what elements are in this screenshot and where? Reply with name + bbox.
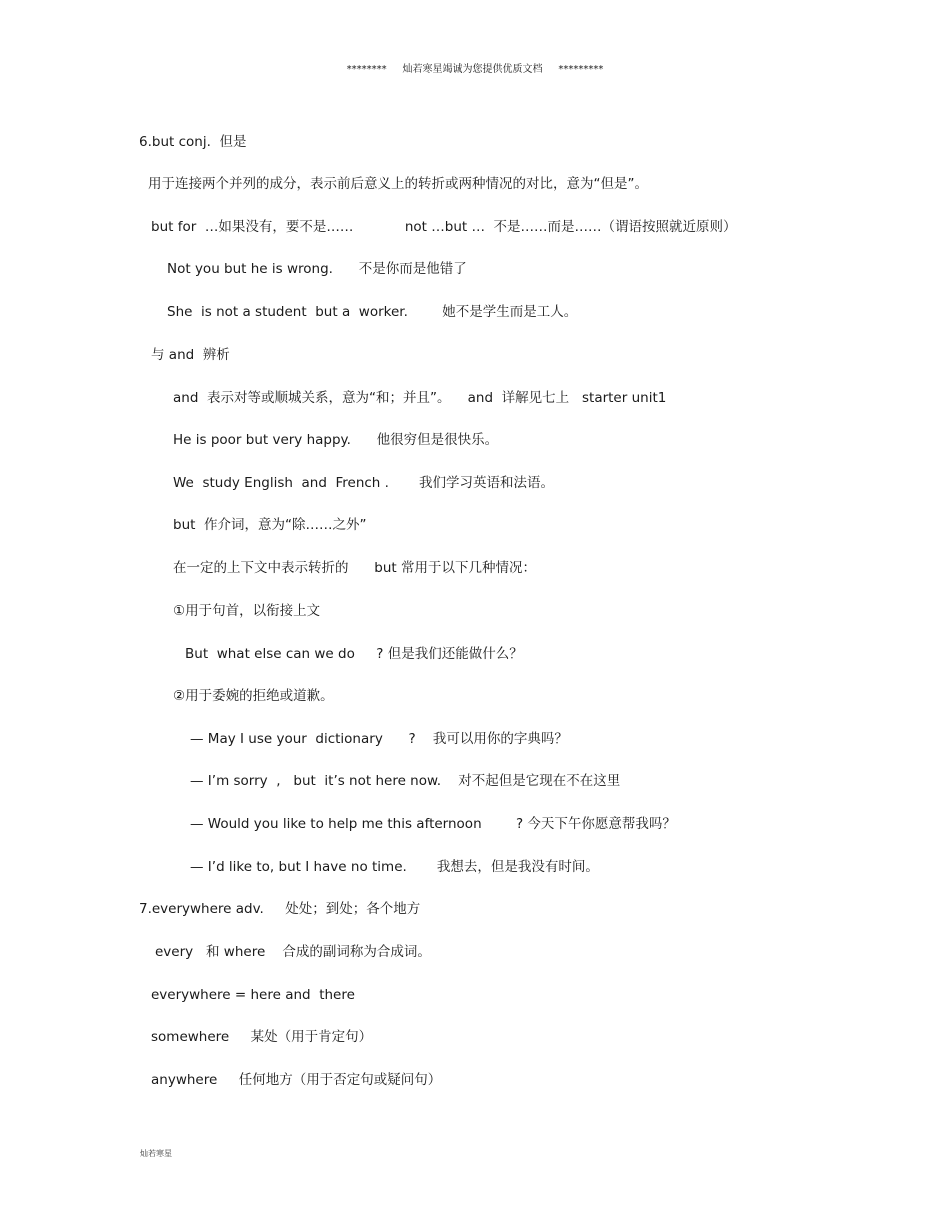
page-header: ******** 灿若寒星竭诚为您提供优质文档 ********* [346, 64, 604, 75]
section-heading-but: 6.but conj. 但是 [139, 134, 247, 150]
text-line: anywhere 任何地方（用于否定句或疑问句） [151, 1072, 442, 1088]
text-line: every 和 where 合成的副词称为合成词。 [155, 944, 431, 960]
example-sentence: He is poor but very happy. 他很穷但是很快乐。 [173, 432, 499, 448]
text-line: everywhere = here and there [151, 987, 355, 1003]
dialogue-line: — I’d like to, but I have no time. 我想去，但是我没有时间。 [190, 859, 599, 875]
example-sentence: We study English and French . 我们学习英语和法语。 [173, 475, 554, 491]
subheading: 与 and 辨析 [151, 347, 230, 363]
text-line: 在一定的上下文中表示转折的 but 常用于以下几种情况： [173, 560, 536, 576]
dialogue-line: — I’m sorry , but it’s not here now. 对不起但是它现在不在这里 [190, 773, 621, 789]
text-line: but 作介词，意为“除……之外” [173, 517, 367, 533]
page-footer: 灿若寒星 [140, 1149, 172, 1158]
text-line: 用于连接两个并列的成分，表示前后意义上的转折或两种情况的对比，意为“但是”。 [148, 176, 648, 192]
example-sentence: She is not a student but a worker. 她不是学生而是工人。 [167, 304, 578, 320]
example-sentence: Not you but he is wrong. 不是你而是他错了 [167, 261, 467, 277]
example-sentence: But what else can we do ? 但是我们还能做什么？ [185, 646, 523, 662]
section-heading-everywhere: 7.everywhere adv. 处处；到处；各个地方 [139, 901, 421, 917]
dialogue-line: — Would you like to help me this afternoon ? 今天下午你愿意帮我吗？ [190, 816, 676, 832]
text-line: and 表示对等或顺城关系，意为“和；并且”。 and 详解见七上 starter unit1 [173, 390, 667, 406]
dialogue-line: — May I use your dictionary ? 我可以用你的字典吗？ [190, 731, 568, 747]
text-line: ①用于句首，以衔接上文 [173, 603, 321, 619]
text-line: but for …如果没有，要不是…… not …but … 不是……而是……（谓语按照就近原则） [151, 219, 737, 235]
text-line: ②用于委婉的拒绝或道歉。 [173, 688, 334, 704]
text-line: somewhere 某处（用于肯定句） [151, 1029, 373, 1045]
